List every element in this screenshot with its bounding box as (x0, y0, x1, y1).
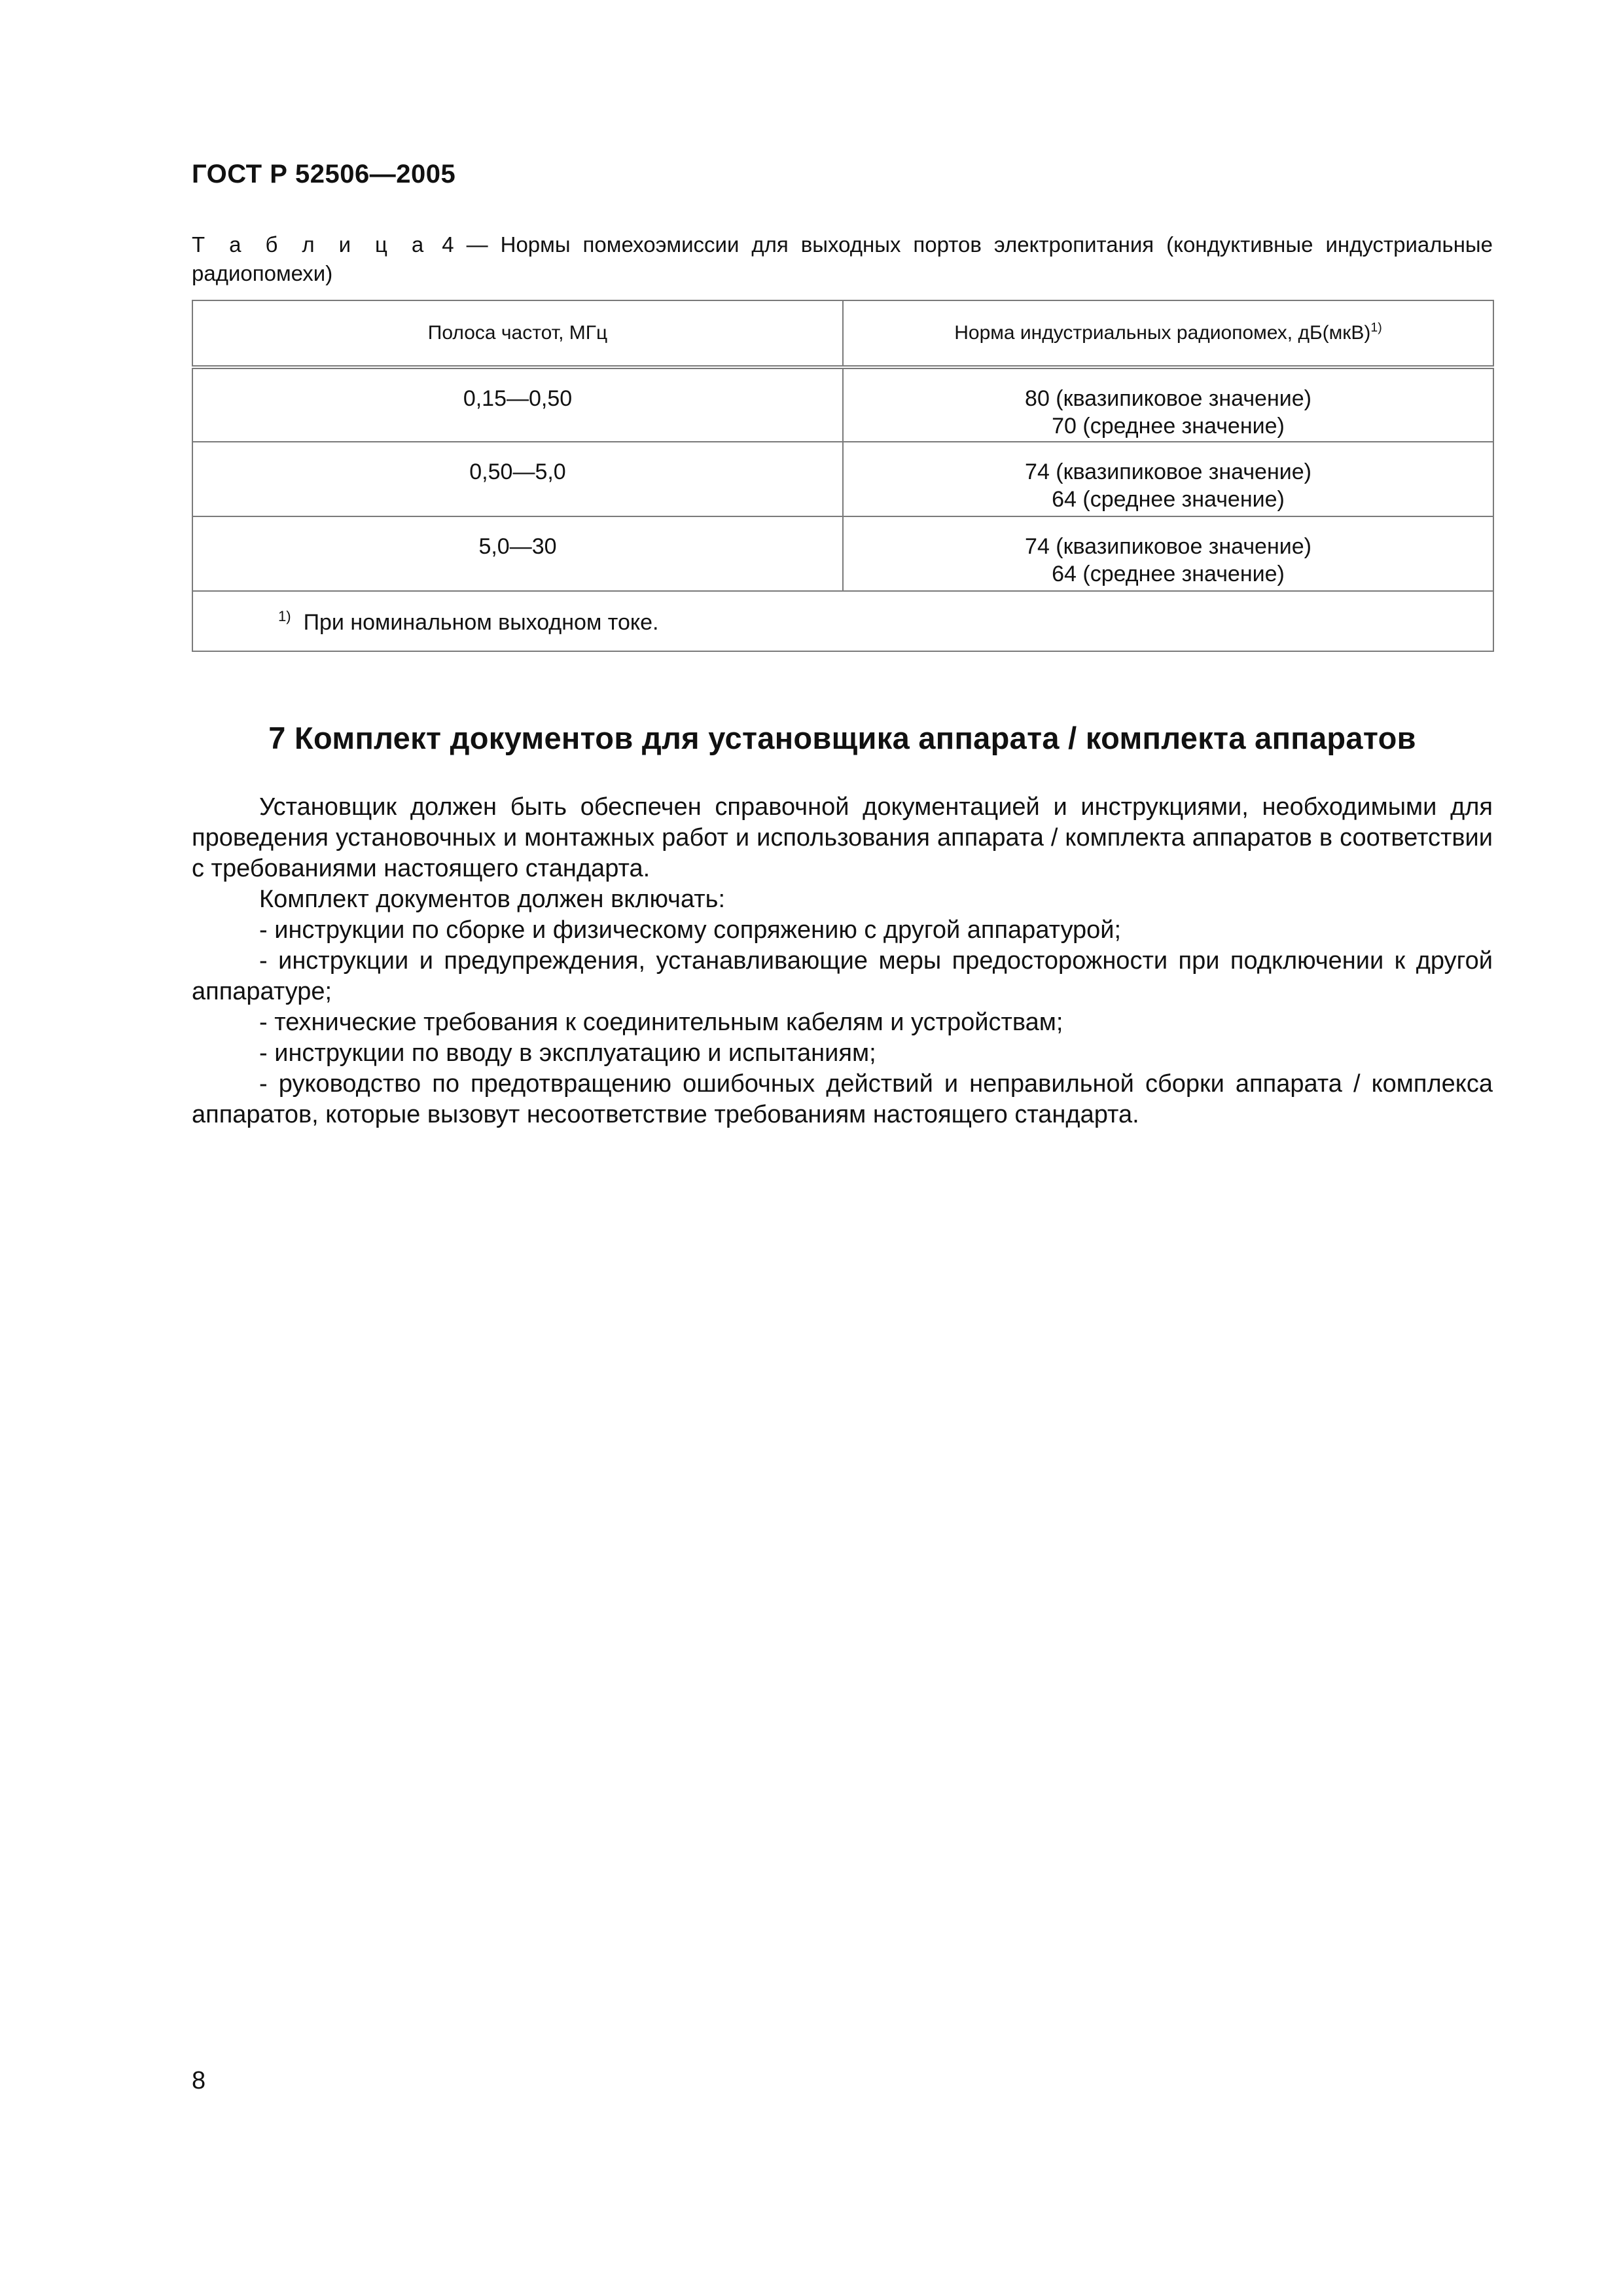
table-footnote-row (192, 591, 1493, 651)
column-header-norm (843, 300, 1493, 367)
table-row (192, 442, 1493, 516)
table-row (192, 367, 1493, 442)
table-row (192, 516, 1493, 591)
quasi-peak-value: 74 (квазипиковое значение) (1025, 459, 1311, 484)
quasi-peak-value: 74 (квазипиковое значение) (1025, 534, 1311, 559)
section-title: 7 Комплект документов для установщика аппарата / комплекта аппаратов (268, 721, 1416, 755)
average-value: 70 (среднее значение) (1052, 414, 1285, 439)
section-body (192, 792, 1493, 1130)
table-caption (192, 230, 1493, 288)
footnote-mark: 1) (278, 607, 291, 624)
table-footnote (192, 591, 1493, 651)
column-header-norm-label: Норма индустриальных радиопомех, дБ(мкВ) (954, 322, 1371, 344)
column-header-footnote-mark: 1) (1370, 320, 1382, 335)
table-header-row (192, 300, 1493, 367)
list-item: - руководство по предотвращению ошибочных действий и неправильной сборки аппарата / комплекса аппаратов, которые вызовут несоответствие требованиям настоящего стандарта. (192, 1070, 1493, 1128)
column-header-frequency: Полоса частот, МГц (192, 300, 843, 367)
frequency-band-cell: 0,50—5,0 (192, 442, 843, 516)
list-item: - инструкции и предупреждения, устанавливающие меры предосторожности при подключении к другой аппаратуре; (192, 947, 1493, 1005)
list-item: - технические требования к соединительным кабелям и устройствам; (259, 1009, 1063, 1036)
page-number: 8 (192, 2067, 206, 2094)
norm-cell (843, 367, 1493, 442)
list-item: - инструкции по вводу в эксплуатацию и испытаниям; (259, 1039, 876, 1067)
standard-code: ГОСТ Р 52506—2005 (192, 160, 456, 188)
table-caption-number: 4 (442, 232, 454, 257)
frequency-band-cell: 5,0—30 (192, 516, 843, 591)
footnote-text: При номинальном выходном токе. (303, 610, 659, 635)
average-value: 64 (среднее значение) (1052, 562, 1285, 586)
list-item: - инструкции по сборке и физическому сопряжению с другой аппаратурой; (259, 916, 1122, 944)
frequency-band-cell: 0,15—0,50 (192, 367, 843, 442)
paragraph: Установщик должен быть обеспечен справочной документацией и инструкциями, необходимыми для проведения установочных и монтажных работ и использования аппарата / комплекта аппаратов в соответствии с требованиями настоящего стандарта. (192, 793, 1493, 882)
norm-cell (843, 516, 1493, 591)
quasi-peak-value: 80 (квазипиковое значение) (1025, 386, 1311, 411)
norm-cell (843, 442, 1493, 516)
paragraph: Комплект документов должен включать: (259, 886, 725, 913)
table-caption-text: — Нормы помехоэмиссии для выходных портов электропитания (кондуктивные индустриальные радиопомехи) (192, 232, 1493, 285)
average-value: 64 (среднее значение) (1052, 487, 1285, 512)
table-caption-prefix: Т а б л и ц а (192, 232, 430, 257)
emission-norms-table (192, 300, 1494, 652)
